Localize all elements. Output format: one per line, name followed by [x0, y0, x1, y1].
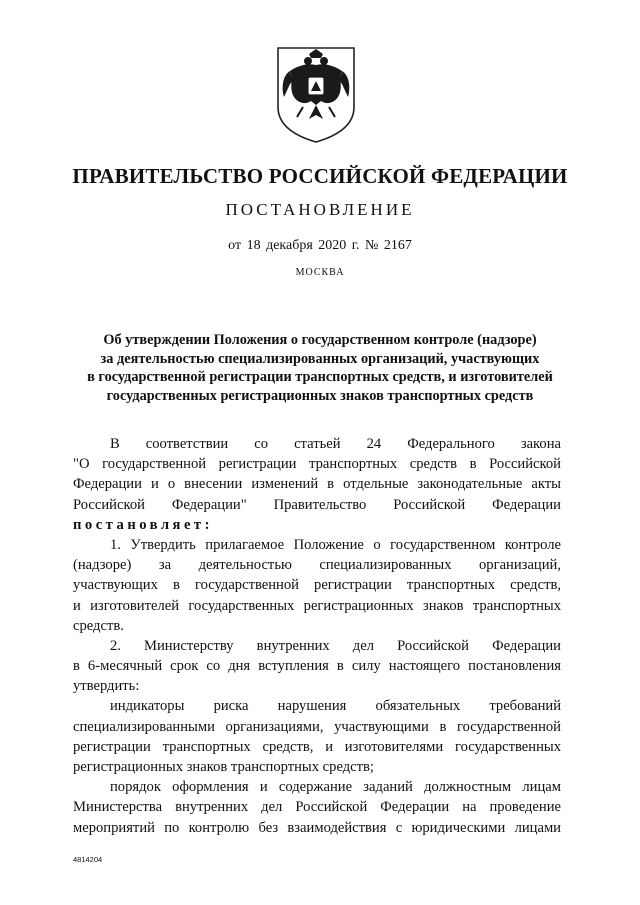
body-line: "О государственной регистрации транспортных средств в Российской [73, 456, 561, 473]
subject-line: Об утверждении Положения о государственном контроле (надзоре) [103, 332, 537, 348]
document-body [73, 434, 561, 838]
subject-line: в государственной регистрации транспортных средств, и изготовителей [87, 369, 553, 385]
coat-of-arms-emblem [275, 45, 357, 145]
body-line: средств. [73, 617, 124, 634]
document-code: 4814204 [73, 855, 103, 864]
government-title: ПРАВИТЕЛЬСТВО РОССИЙСКОЙ ФЕДЕРАЦИИ [72, 164, 568, 188]
body-line: В соответствии со статьей 24 Федерального закона [110, 436, 561, 452]
body-line: 1. Утвердить прилагаемое Положение о государственном контроле [110, 536, 561, 553]
document-subject [60, 331, 580, 405]
subject-line: государственных регистрационных знаков транспортных средств [106, 387, 534, 404]
body-line-resolves: постановляет: [73, 516, 213, 533]
document-date-number: от 18 декабря 2020 г. № 2167 [228, 238, 412, 253]
body-line: регистрационных знаков транспортных средств; [73, 759, 374, 775]
body-line: регистрации транспортных средств, и изготовителями государственных [73, 738, 561, 755]
body-line: мероприятий по контролю без взаимодействия с юридическими лицами [73, 819, 561, 836]
body-line: и изготовителей государственных регистрационных знаков транспортных [73, 597, 561, 614]
body-line: порядок оформления и содержание заданий должностным лицам [110, 779, 561, 796]
document-city: МОСКВА [295, 267, 345, 278]
body-line: 2. Министерству внутренних дел Российской Федерации [110, 637, 561, 654]
body-line: утвердить: [73, 678, 140, 695]
document-type: ПОСТАНОВЛЕНИЕ [225, 200, 415, 219]
body-line: участвующих в государственной регистрации транспортных средств, [73, 577, 561, 594]
subject-line: за деятельностью специализированных организаций, участвующих [100, 350, 540, 367]
body-line: специализированными организациями, участвующими в государственной [73, 718, 561, 735]
body-line: Федерации и о внесении изменений в отдельные законодательные акты [73, 476, 561, 493]
body-line: Министерства внутренних дел Российской Федерации на проведение [73, 799, 561, 816]
body-line: индикаторы риска нарушения обязательных требований [110, 698, 561, 715]
body-line: в 6-месячный срок со дня вступления в силу настоящего постановления [73, 658, 561, 675]
body-line: (надзоре) за деятельностью специализированных организаций, [73, 557, 561, 574]
body-line: Российской Федерации" Правительство Российской Федерации [73, 496, 561, 513]
